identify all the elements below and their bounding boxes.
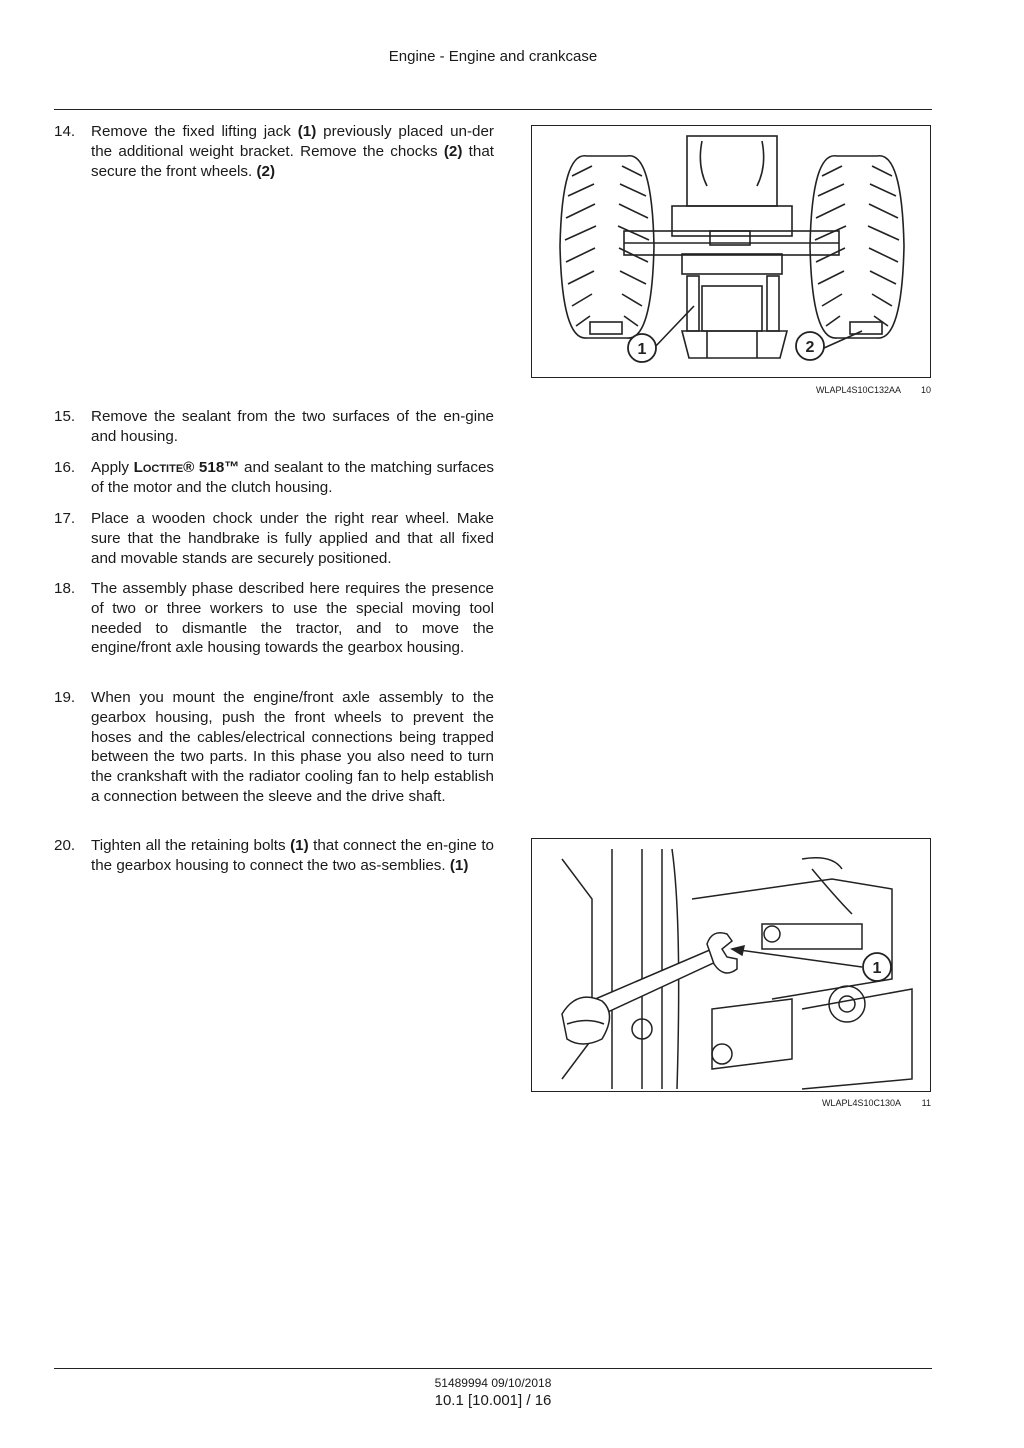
step-text: Place a wooden chock under the right rear wheel. Make sure that the handbrake is fully applied and that all fixed and movable stands are securely positioned.: [91, 510, 494, 567]
callout-2: [796, 332, 824, 360]
step-15: [54, 407, 494, 447]
figure-ref: (1): [449, 856, 469, 874]
product-name: Loctite® 518™: [133, 459, 240, 476]
callout-1: [628, 334, 656, 362]
callout-ref: (1): [297, 123, 317, 140]
figure-number: 11: [921, 1098, 931, 1108]
step-20: [54, 836, 494, 876]
step-number: 15.: [54, 408, 76, 425]
step-number: 18.: [54, 580, 76, 597]
svg-text:2: 2: [805, 339, 815, 356]
step-16: [54, 458, 494, 498]
callout-1: [863, 953, 891, 981]
figure-code: WLAPL4S10C130A: [821, 1098, 901, 1108]
step-19: [54, 688, 494, 807]
step-text: When you mount the engine/front axle assembly to the gearbox housing, push the front wheels to prevent the hoses and the cables/electrical connections being trapped between the two parts. In this phase you also need to turn the crankshaft with the radiator cooling fan to help establish a connection between the sleeve and the drive shaft.: [91, 689, 494, 805]
figure-code: WLAPL4S10C132AA: [815, 385, 901, 395]
step-text: Tighten all the retaining bolts (1) that connect the en-gine to the gearbox housing to connect the two as-semblies. (1): [91, 837, 494, 874]
page-header-title: Engine - Engine and crankcase: [388, 48, 598, 65]
wrench-illustration: [532, 839, 930, 1091]
step-text: Remove the fixed lifting jack (1) previously placed un-der the additional weight bracket. Remove the chocks (2) that secure the front wheels. (2): [91, 123, 495, 180]
step-number: 14.: [54, 123, 76, 140]
footer-page-number: 10.1 [10.001] / 16: [434, 1392, 552, 1409]
figure-10-tractor-front: [531, 125, 931, 378]
footer-rule: [54, 1368, 932, 1369]
svg-text:1: 1: [872, 960, 882, 977]
tractor-front-illustration: [532, 126, 930, 377]
figure-ref: (2): [256, 162, 276, 180]
step-number: 20.: [54, 837, 76, 854]
step-text: The assembly phase described here requires the presence of two or three workers to use the special moving tool needed to dismantle the tractor, and to move the engine/front axle housing towards the gearbox housing.: [91, 580, 494, 657]
step-number: 17.: [54, 510, 76, 527]
figure-11-bolt-tightening: [531, 838, 931, 1092]
step-number: 16.: [54, 459, 76, 476]
svg-text:1: 1: [637, 341, 647, 358]
step-text: Apply Loctite® 518™ and sealant to the matching surfaces of the motor and the clutch housing.: [91, 459, 494, 496]
step-18: [54, 579, 494, 658]
step-number: 19.: [54, 689, 76, 706]
step-17: [54, 509, 494, 568]
callout-ref: (1): [290, 837, 309, 854]
step-text: Remove the sealant from the two surfaces of the en-gine and housing.: [91, 408, 494, 445]
step-14: [54, 122, 494, 181]
callout-ref: (2): [443, 142, 463, 160]
header-rule: [54, 109, 932, 110]
footer-doc-id: 51489994 09/10/2018: [434, 1376, 552, 1390]
figure-number: 10: [920, 385, 931, 395]
